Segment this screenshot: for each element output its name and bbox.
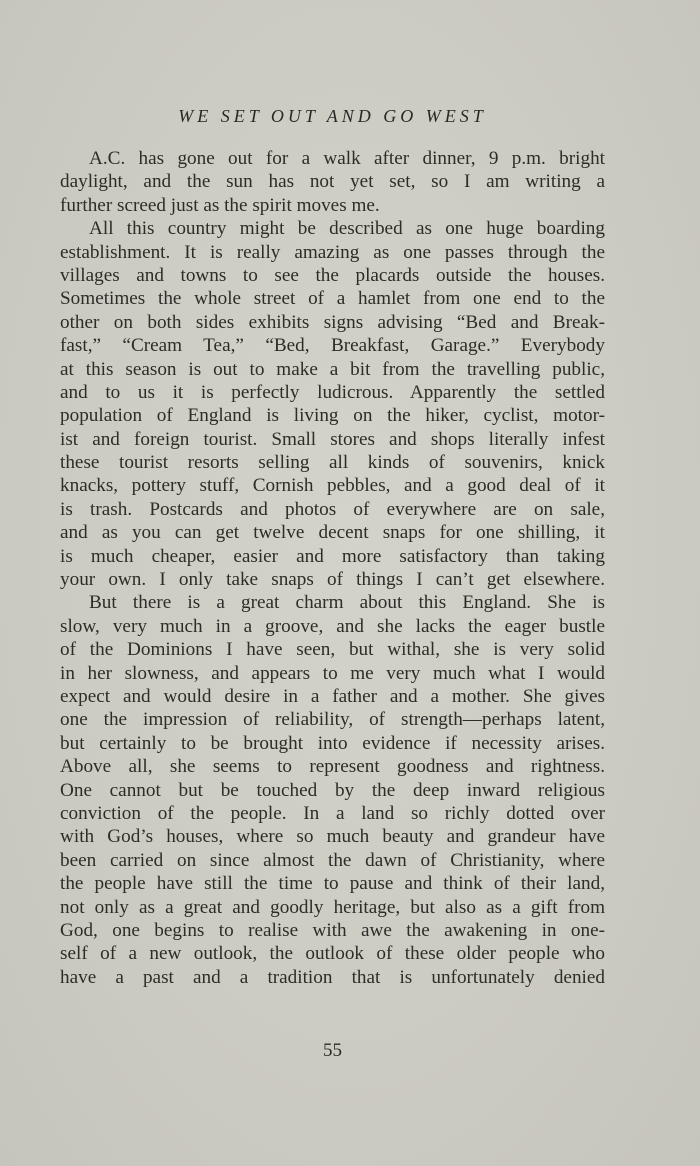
text-line: and to us it is perfectly ludicrous. Apparently the settled: [60, 381, 605, 403]
text-line: villages and towns to see the placards outside the houses.: [60, 264, 605, 286]
text-line: these tourist resorts selling all kinds of souvenirs, knick: [60, 452, 605, 474]
text-line: Sometimes the whole street of a hamlet from one end to the: [60, 288, 605, 310]
text-line: your own. I only take snaps of things I can’t get elsewhere.: [60, 569, 605, 591]
text-line: is much cheaper, easier and more satisfactory than taking: [60, 545, 605, 567]
page-number: 55: [323, 1040, 342, 1061]
text-line: been carried on since almost the dawn of Christianity, where: [60, 849, 605, 871]
text-line: at this season is out to make a bit from the travelling public,: [60, 358, 605, 380]
text-line: establishment. It is really amazing as one passes through the: [60, 241, 605, 263]
text-line: ist and foreign tourist. Small stores and shops literally infest: [60, 428, 605, 450]
text-line: knacks, pottery stuff, Cornish pebbles, and a good deal of it: [60, 475, 605, 497]
text-line: slow, very much in a groove, and she lacks the eager bustle: [60, 615, 605, 637]
text-line: self of a new outlook, the outlook of these older people who: [60, 943, 605, 965]
body-text: [60, 147, 605, 989]
text-line: with God’s houses, where so much beauty and grandeur have: [60, 826, 605, 848]
text-line: A.C. has gone out for a walk after dinner, 9 p.m. bright: [89, 148, 605, 169]
text-line: daylight, and the sun has not yet set, so I am writing a: [60, 171, 605, 193]
text-line: But there is a great charm about this England. She is: [89, 592, 605, 614]
text-line: God, one begins to realise with awe the awakening in one-: [60, 919, 605, 941]
text-line: other on both sides exhibits signs advising “Bed and Break-: [60, 311, 605, 333]
text-line: further screed just as the spirit moves me.: [60, 194, 380, 216]
running-head: WE SET OUT AND GO WEST: [178, 106, 487, 126]
text-line: of the Dominions I have seen, but withal, she is very solid: [60, 639, 605, 661]
text-line: expect and would desire in a father and a mother. She gives: [60, 685, 605, 707]
text-line: not only as a great and goodly heritage, but also as a gift from: [60, 896, 605, 918]
text-line: in her slowness, and appears to me very much what I would: [60, 662, 605, 684]
text-line: the people have still the time to pause and think of their land,: [60, 873, 605, 895]
text-line: have a past and a tradition that is unfortunately denied: [60, 966, 605, 988]
text-line: population of England is living on the hiker, cyclist, motor-: [60, 405, 605, 427]
text-line: All this country might be described as one huge boarding: [89, 218, 605, 240]
text-line: One cannot but be touched by the deep inward religious: [60, 779, 605, 801]
text-line: and as you can get twelve decent snaps for one shilling, it: [60, 522, 605, 544]
text-line: is trash. Postcards and photos of everywhere are on sale,: [60, 498, 605, 520]
text-line: but certainly to be brought into evidence if necessity arises.: [60, 732, 605, 754]
text-line: fast,” “Cream Tea,” “Bed, Breakfast, Garage.” Everybody: [60, 335, 605, 357]
text-line: Above all, she seems to represent goodness and rightness.: [60, 756, 605, 778]
text-line: one the impression of reliability, of strength—perhaps latent,: [60, 709, 605, 731]
text-line: conviction of the people. In a land so richly dotted over: [60, 802, 605, 824]
